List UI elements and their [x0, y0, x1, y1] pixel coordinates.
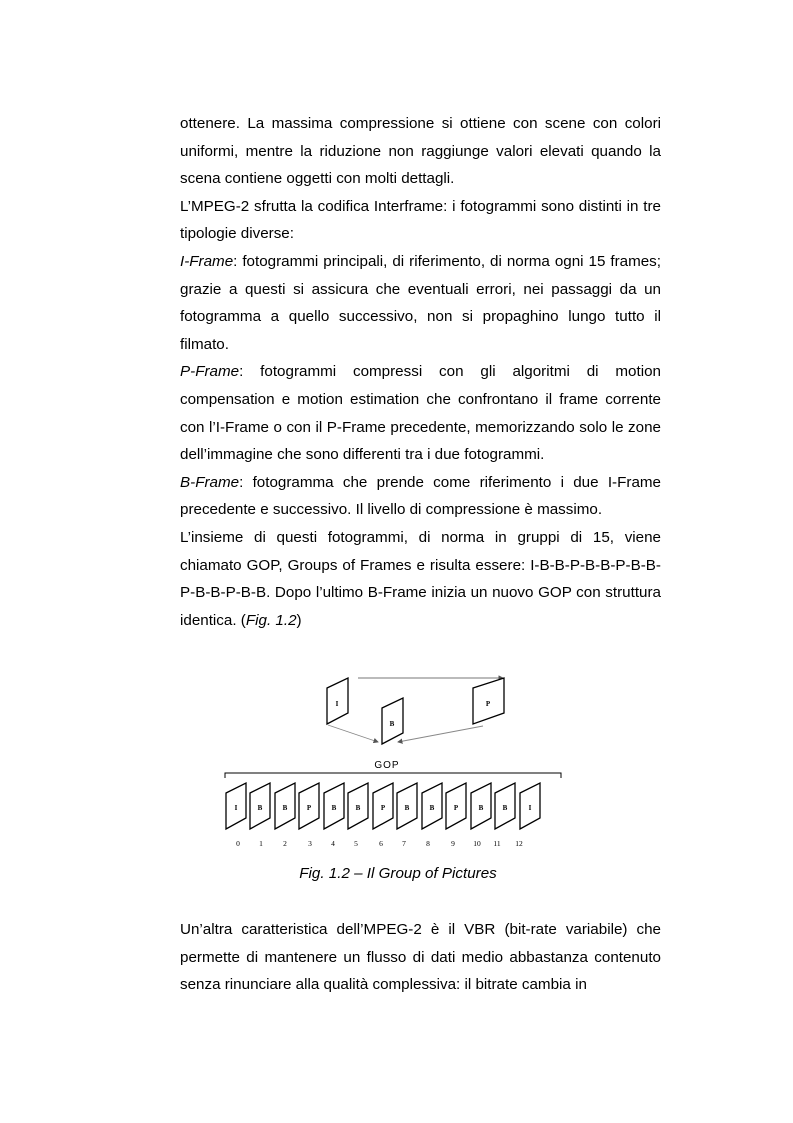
b-frame-description: : fotogramma che prende come riferimento i due I-Frame precedente e successivo. Il livello di compressione è massimo.	[180, 473, 661, 519]
seq-frame-10-label: B	[478, 804, 484, 812]
sequence-frames	[226, 783, 540, 829]
top-frame-p	[473, 678, 504, 724]
seq-frame-12-label: I	[528, 804, 532, 812]
seq-number-0: 0	[236, 839, 240, 848]
seq-frame-2	[275, 783, 295, 829]
seq-number-11: 11	[493, 839, 501, 848]
i-frame-description: : fotogrammi principali, di riferimento, di norma ogni 15 frames; grazie a questi si assicura che eventuali errori, nei passaggi da un fotogramma a quello successivo, non si propaghino lungo tutto il filmato.	[180, 252, 661, 353]
seq-frame-9-label: P	[453, 804, 459, 812]
seq-frame-11	[495, 783, 515, 829]
seq-number-2: 2	[283, 839, 287, 848]
top-frame-b	[382, 698, 403, 744]
paragraph-interframe: L’MPEG-2 sfrutta la codifica Interframe: i fotogrammi sono distinti in tre tipologie diverse:	[180, 197, 661, 243]
paragraph-gop	[180, 524, 661, 634]
p-frame-description: : fotogrammi compressi con gli algoritmi di motion compensation e motion estimation che confrontano il frame corrente con l’I-Frame o con il P-Frame precedente, memorizzando solo le zone dell’immagine che sono differenti tra i due fotogrammi.	[180, 363, 661, 464]
seq-frame-12	[520, 783, 540, 829]
seq-frame-11-label: B	[502, 804, 508, 812]
arrow-p-to-b	[398, 726, 483, 742]
gop-label: GOP	[374, 760, 400, 771]
seq-frame-4	[324, 783, 344, 829]
seq-frame-5-label: B	[355, 804, 361, 812]
term-p-frame: P-Frame	[180, 363, 240, 381]
seq-number-6: 6	[379, 839, 383, 848]
seq-frame-7-label: B	[404, 804, 410, 812]
paragraph-compression: ottenere. La massima compressione si ottiene con scene con colori uniformi, mentre la riduzione non raggiunge valori elevati quando la scena contiene oggetti con molti dettagli.	[180, 115, 661, 188]
gop-bracket	[225, 773, 561, 778]
gop-figure	[220, 670, 570, 855]
seq-number-8: 8	[426, 839, 430, 848]
paragraph-i-frame	[180, 248, 661, 358]
top-frame-p-label: P	[485, 700, 491, 708]
seq-frame-5	[348, 783, 368, 829]
seq-number-10: 10	[473, 839, 481, 848]
top-frame-i	[327, 678, 348, 724]
seq-frame-3	[299, 783, 319, 829]
seq-frame-6	[373, 783, 393, 829]
seq-number-1: 1	[259, 839, 263, 848]
seq-frame-9	[446, 783, 466, 829]
seq-frame-4-label: B	[331, 804, 337, 812]
paragraph-p-frame	[180, 358, 661, 468]
seq-number-7: 7	[402, 839, 406, 848]
seq-frame-8	[422, 783, 442, 829]
seq-frame-8-label: B	[429, 804, 435, 812]
seq-number-4: 4	[331, 839, 335, 848]
paragraph-vbr: Un’altra caratteristica dell’MPEG-2 è il VBR (bit-rate variabile) che permette di mantenere un flusso di dati medio abbastanza contenuto senza rinunciare alla qualità complessiva: il bitrate cambia in	[180, 921, 661, 994]
seq-number-12: 12	[515, 839, 523, 848]
gop-diagram	[220, 670, 570, 855]
sequence-numbers	[236, 839, 523, 848]
term-i-frame: I-Frame	[180, 252, 234, 270]
figure-caption: Fig. 1.2 – Il Group of Pictures	[299, 865, 497, 882]
arrow-i-to-b	[328, 725, 378, 742]
term-b-frame: B-Frame	[180, 473, 240, 491]
top-frame-b-label: B	[389, 720, 395, 728]
seq-frame-1	[250, 783, 270, 829]
seq-frame-6-label: P	[380, 804, 386, 812]
top-frame-i-label: I	[335, 700, 339, 708]
seq-number-5: 5	[354, 839, 358, 848]
paragraph-b-frame	[180, 469, 661, 524]
body-text-bottom	[180, 916, 661, 999]
seq-frame-10	[471, 783, 491, 829]
seq-frame-7	[397, 783, 417, 829]
body-text-top	[180, 110, 661, 634]
seq-number-9: 9	[451, 839, 455, 848]
seq-frame-0	[226, 783, 246, 829]
seq-frame-0-label: I	[234, 804, 238, 812]
gop-description: L’insieme di questi fotogrammi, di norma in gruppi di 15, viene chiamato GOP, Groups of Frames e risulta essere: I-B-B-P-B-B-P-B-B-P-B-B-P-B-B. Dopo l’ultimo B-Frame inizia un nuovo GOP con struttura identica. (	[180, 528, 661, 629]
figure-reference: Fig. 1.2	[245, 611, 297, 629]
closing-parenthesis: )	[296, 611, 302, 629]
seq-frame-1-label: B	[257, 804, 263, 812]
seq-frame-3-label: P	[306, 804, 312, 812]
seq-number-3: 3	[308, 839, 312, 848]
seq-frame-2-label: B	[282, 804, 288, 812]
